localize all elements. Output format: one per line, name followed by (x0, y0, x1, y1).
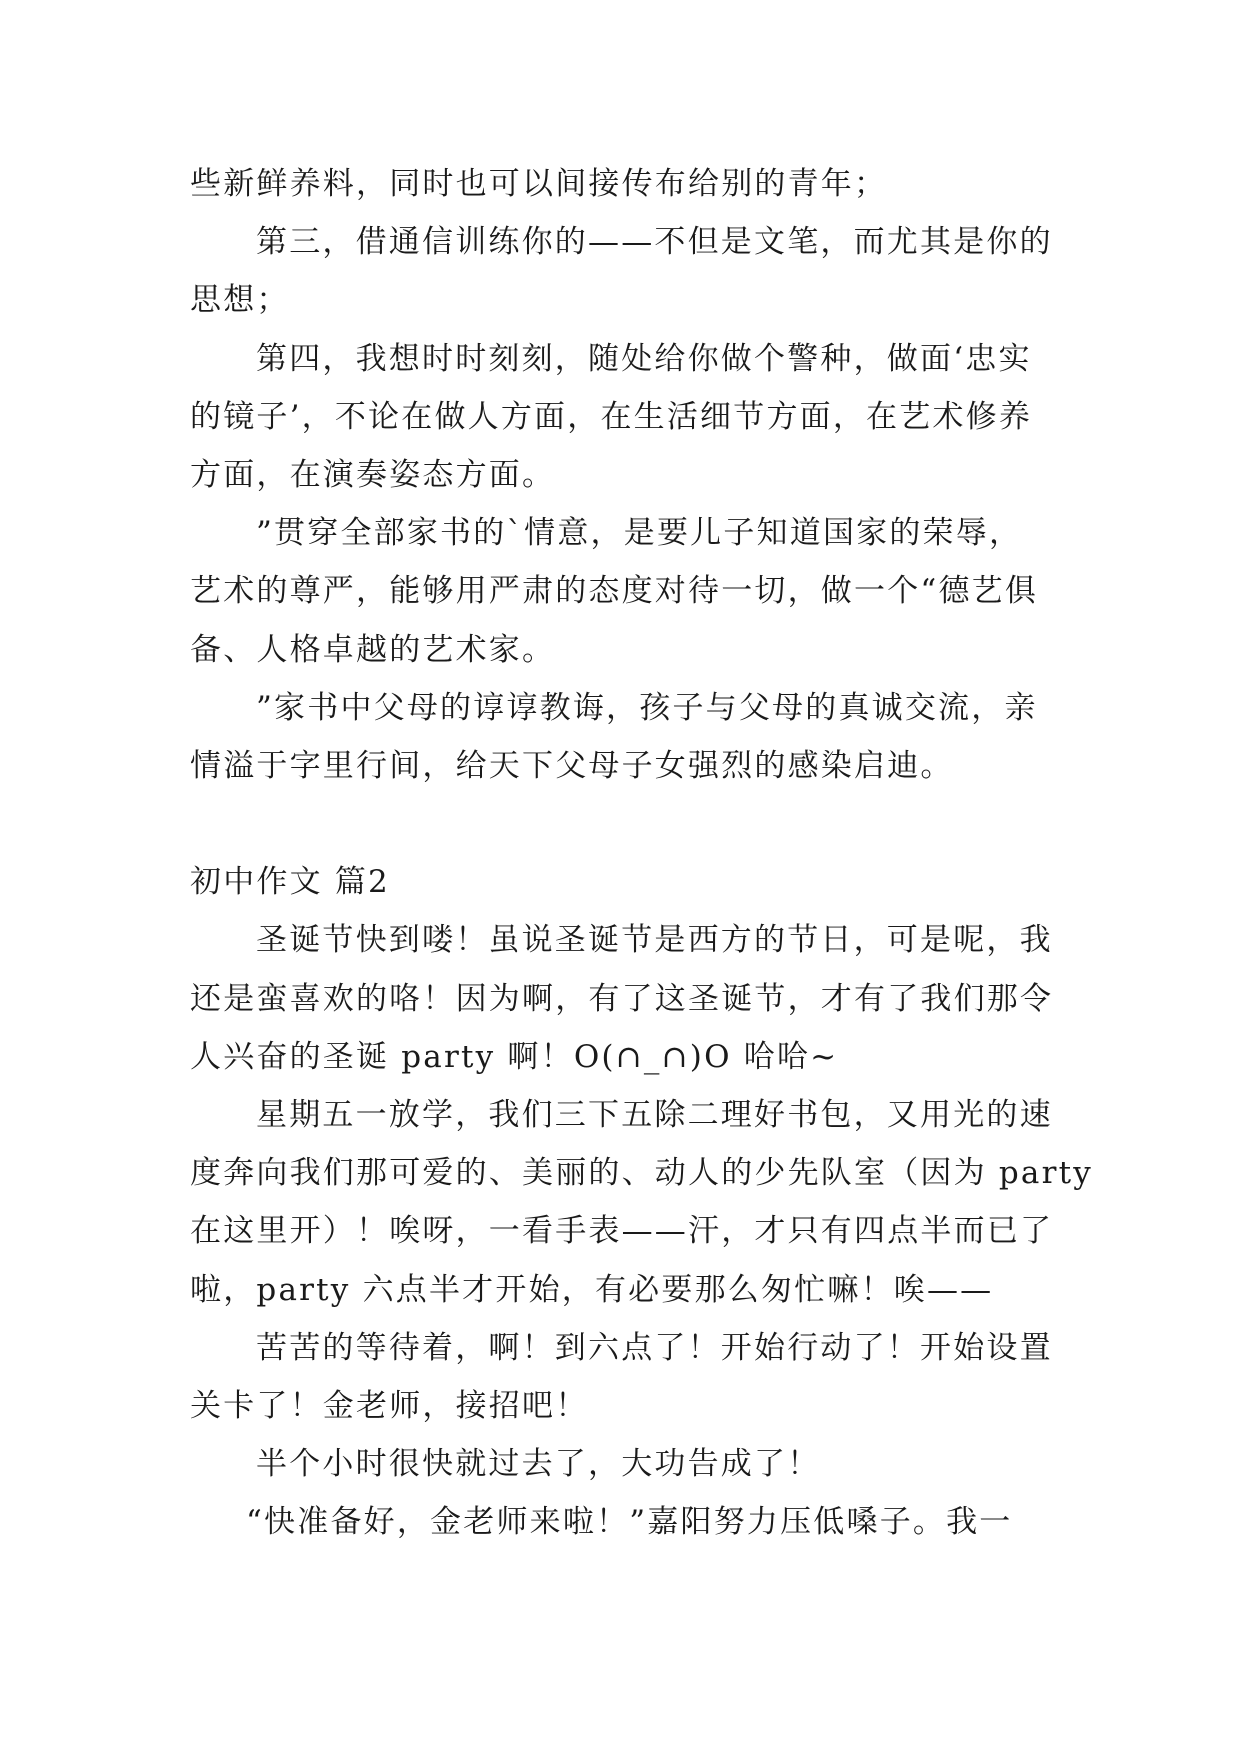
document-body (190, 155, 1093, 1552)
text-line: 情溢于字里行间，给天下父母子女强烈的感染启迪。 (190, 747, 954, 784)
text-line: 圣诞节快到喽！虽说圣诞节是西方的节日，可是呢，我 (256, 922, 1053, 959)
text-line: 的镜子’，不论在做人方面，在生活细节方面，在艺术修养 (190, 398, 1033, 435)
text-line: 人兴奋的圣诞 party 啊！O(∩_∩)O 哈哈~ (190, 1038, 839, 1075)
text-line: 第四，我想时时刻刻，随处给你做个警种，做面‘忠实 (256, 340, 1032, 377)
text-line: 还是蛮喜欢的咯！因为啊，有了这圣诞节，才有了我们那令 (190, 980, 1054, 1017)
text-line: 苦苦的等待着，啊！到六点了！开始行动了！开始设置 (256, 1329, 1053, 1366)
text-line: 备、人格卓越的艺术家。 (190, 631, 556, 668)
text-line: 第三，借通信训练你的——不但是文笔，而尤其是你的 (256, 224, 1053, 261)
text-line: 艺术的尊严，能够用严肃的态度对待一切，做一个“德艺俱 (190, 573, 1039, 610)
text-line: 星期五一放学，我们三下五除二理好书包，又用光的速 (256, 1097, 1053, 1133)
text-line: “快准备好，金老师来啦！”嘉阳努力压低嗓子。我一 (246, 1504, 1013, 1541)
text-line: ”家书中父母的谆谆教诲，孩子与父母的真诚交流，亲 (256, 689, 1038, 726)
section-gap (190, 795, 1060, 853)
section-title: 初中作文 篇2 (190, 864, 390, 901)
text-line: 些新鲜养料，同时也可以间接传布给别的青年； (190, 166, 888, 202)
text-line: 在这里开）！唉呀，一看手表——汗，才只有四点半而已了 (190, 1213, 1054, 1250)
text-line: 方面，在演奏姿态方面。 (190, 456, 556, 493)
text-line: 啦，party 六点半才开始，有必要那么匆忙嘛！唉—— (190, 1271, 994, 1308)
text-line: 思想； (190, 282, 290, 319)
text-line: 度奔向我们那可爱的、美丽的、动人的少先队室（因为 party (190, 1155, 1093, 1192)
text-line: 关卡了！金老师，接招吧！ (190, 1387, 589, 1424)
text-line: 半个小时很快就过去了，大功告成了！ (256, 1446, 821, 1483)
text-line: ”贯穿全部家书的`情意，是要儿子知道国家的荣辱， (256, 515, 1023, 552)
